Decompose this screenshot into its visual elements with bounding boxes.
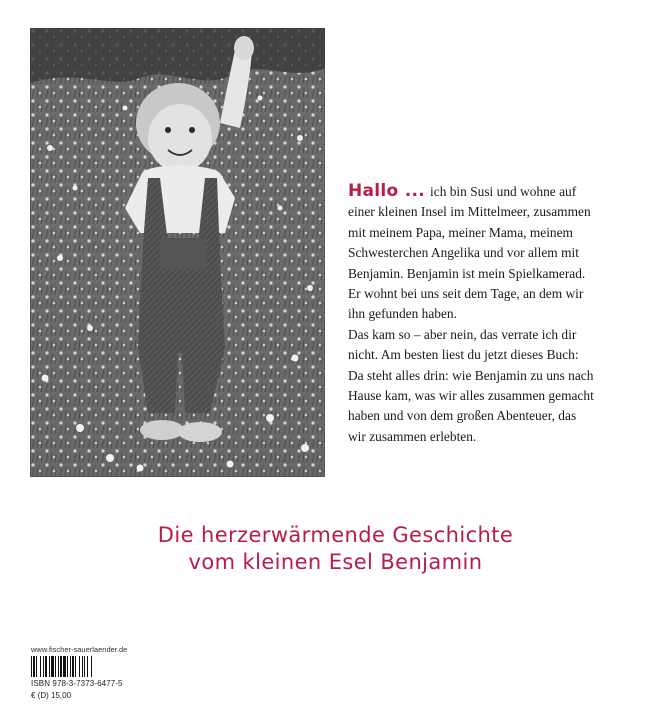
tagline-line-1: Die herzerwärmende Geschichte <box>157 523 514 547</box>
barcode-bar <box>63 656 66 677</box>
barcode-bar <box>91 656 92 677</box>
blurb-line: ihn gefunden haben. <box>348 306 457 322</box>
barcode-bar <box>55 656 56 677</box>
photo-illustration <box>30 28 325 477</box>
barcode-bar <box>67 656 68 677</box>
publisher-url: www.fischer-sauerlaender.de <box>31 645 128 654</box>
barcode-bar <box>49 656 50 677</box>
barcode-bar <box>82 656 83 677</box>
blurb-line: Benjamin. Benjamin ist mein Spielkamerad. <box>348 265 586 281</box>
barcode-bar <box>40 656 41 677</box>
blurb-line: Hause kam, was wir alles zusammen gemacht <box>348 388 594 404</box>
barcode-bar <box>45 656 47 677</box>
barcode-bar <box>87 656 88 677</box>
barcode-bar <box>75 656 76 677</box>
blurb-line: nicht. Am besten liest du jetzt dieses Buch: <box>348 347 579 363</box>
blurb-line: haben und von dem großen Abenteuer, das <box>348 408 577 424</box>
back-cover-blurb <box>348 181 638 447</box>
barcode-bar <box>36 656 37 677</box>
isbn: ISBN 978-3-7373-6477-5 <box>31 679 123 688</box>
barcode-bar <box>79 656 80 677</box>
barcode-bar <box>70 656 71 677</box>
blurb-line: Das kam so – aber nein, das verrate ich dir <box>348 326 577 342</box>
barcode-bar <box>60 656 62 677</box>
tagline <box>0 522 671 576</box>
cover-photo <box>30 28 325 477</box>
barcode-bar <box>31 656 32 677</box>
blurb-line: Da steht alles drin: wie Benjamin zu uns nach <box>348 367 594 383</box>
blurb-line: einer kleinen Insel im Mittelmeer, zusammen <box>348 204 591 220</box>
blurb-line: wir zusammen erlebten. <box>348 428 477 444</box>
barcode-bar <box>51 656 54 677</box>
barcode-bar <box>72 656 74 677</box>
barcode-bar <box>43 656 44 677</box>
barcode-bar <box>84 656 85 677</box>
barcode-bar <box>33 656 35 677</box>
blurb-line: Schwesterchen Angelika und vor allem mit <box>348 245 579 261</box>
tagline-line-2: vom kleinen Esel Benjamin <box>188 550 483 574</box>
price: € (D) 15,00 <box>31 691 72 700</box>
barcode-bar <box>58 656 59 677</box>
barcode <box>31 656 123 677</box>
greeting: Hallo ... <box>348 181 426 201</box>
blurb-line: mit meinem Papa, meiner Mama, meinem <box>348 224 573 240</box>
blurb-line: Er wohnt bei uns seit dem Tage, an dem wir <box>348 286 584 302</box>
blurb-line: Hallo ... ich bin Susi und wohne auf <box>348 181 577 201</box>
